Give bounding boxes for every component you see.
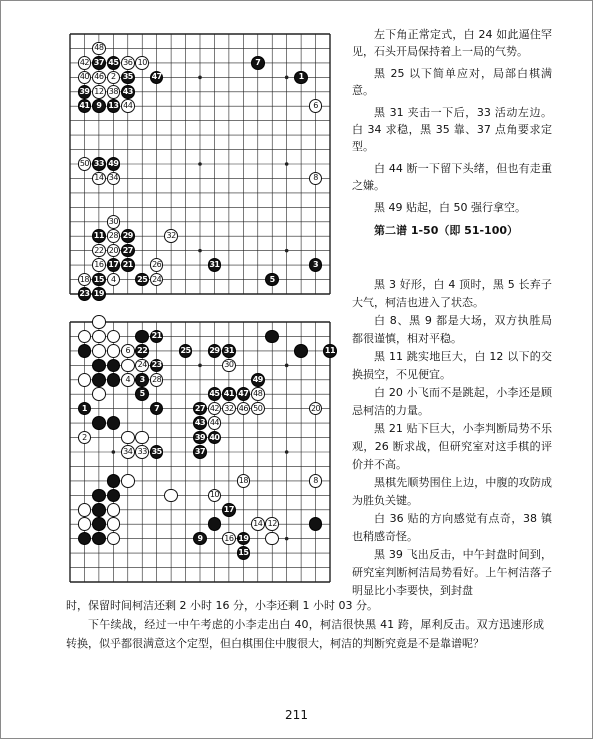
white-stone: 28 [150, 373, 164, 387]
black-stone: 19 [237, 532, 251, 546]
star-point [285, 162, 289, 166]
commentary-paragraph: 黑 25 以下简单应对，局部白棋满意。 [352, 67, 552, 97]
black-stone: 47 [150, 71, 164, 85]
black-stone: 39 [193, 431, 207, 445]
commentary-paragraph: 左下角正常定式，白 24 如此逼住罕见，石头开局保持着上一局的气势。 [352, 28, 552, 58]
white-stone: 2 [107, 71, 121, 85]
white-stone: 44 [208, 416, 222, 430]
black-stone: 37 [92, 56, 106, 70]
star-point [198, 249, 202, 253]
black-stone: 15 [92, 273, 106, 287]
star-point [285, 364, 289, 368]
white-stone: 12 [265, 517, 279, 531]
white-stone [92, 344, 106, 358]
white-stone [78, 503, 92, 517]
black-stone: 27 [121, 244, 135, 258]
black-stone: 31 [208, 258, 222, 272]
commentary-paragraph: 黑 49 贴起，白 50 强行拿空。 [374, 201, 526, 214]
black-stone [107, 373, 121, 387]
white-stone: 22 [92, 244, 106, 258]
black-stone: 22 [135, 344, 149, 358]
white-stone: 48 [92, 42, 106, 56]
black-stone: 9 [193, 532, 207, 546]
black-stone: 7 [150, 402, 164, 416]
commentary-paragraph: 黑 31 夹击一下后，33 活动左边。白 34 求稳，黑 35 靠、37 点角要求定型。 [352, 106, 552, 153]
white-stone: 33 [135, 445, 149, 459]
black-stone: 49 [107, 157, 121, 171]
white-stone: 24 [150, 273, 164, 287]
black-stone [92, 416, 106, 430]
white-stone: 8 [309, 474, 323, 488]
black-stone: 17 [222, 503, 236, 517]
black-stone [265, 330, 279, 344]
black-stone [135, 330, 149, 344]
commentary-paragraph: 黑 3 好形，白 4 顶时，黑 5 长弃子大气，柯洁也进入了状态。 [352, 278, 552, 309]
full-width-text [66, 596, 544, 653]
commentary-paragraph: 黑 39 飞出反击，中午封盘时间到，研究室判断柯洁局势看好。上午柯洁落子明显比小李要快，到封盘 [352, 548, 552, 597]
star-point [285, 537, 289, 541]
black-stone: 9 [92, 99, 106, 113]
white-stone [92, 387, 106, 401]
black-stone: 17 [107, 258, 121, 272]
commentary-paragraph: 白 8、黑 9 都是大场，双方执胜局都很谨慎，相对平稳。 [352, 314, 552, 345]
star-point [112, 450, 116, 454]
black-stone [92, 373, 106, 387]
white-stone [78, 373, 92, 387]
black-stone: 40 [208, 431, 222, 445]
black-stone [107, 474, 121, 488]
black-stone: 23 [150, 359, 164, 373]
black-stone: 33 [92, 157, 106, 171]
body-paragraph: 下午续战，经过一中午考虑的小李走出白 40，柯洁很快黑 41 跨，犀利反击。双方迅速形成转换，似乎都很满意这个定型，但白棋围住中腹很大，柯洁的判断究竟是不是靠谱呢？ [66, 618, 544, 650]
white-stone: 40 [78, 71, 92, 85]
black-stone: 35 [150, 445, 164, 459]
star-point [285, 76, 289, 80]
black-stone: 1 [78, 402, 92, 416]
white-stone: 8 [309, 172, 323, 186]
star-point [198, 76, 202, 80]
white-stone [92, 330, 106, 344]
white-stone: 30 [222, 359, 236, 373]
white-stone: 16 [222, 532, 236, 546]
black-stone [92, 517, 106, 531]
black-stone: 3 [309, 258, 323, 272]
black-stone: 41 [222, 387, 236, 401]
white-stone [121, 474, 135, 488]
black-stone: 49 [251, 373, 265, 387]
white-stone: 20 [309, 402, 323, 416]
black-stone [92, 489, 106, 503]
black-stone: 15 [237, 546, 251, 560]
white-stone: 2 [78, 431, 92, 445]
black-stone: 29 [208, 344, 222, 358]
black-stone: 37 [193, 445, 207, 459]
white-stone: 6 [121, 344, 135, 358]
star-point [198, 364, 202, 368]
white-stone: 46 [237, 402, 251, 416]
black-stone [107, 359, 121, 373]
commentary-paragraph: 白 20 小飞而不是跳起，小李还是顾忌柯洁的力量。 [352, 386, 552, 417]
white-stone: 4 [107, 273, 121, 287]
black-stone: 31 [222, 344, 236, 358]
commentary-column [352, 26, 552, 247]
black-stone: 11 [92, 229, 106, 243]
white-stone: 18 [78, 273, 92, 287]
black-stone: 43 [121, 85, 135, 99]
white-stone [92, 315, 106, 329]
white-stone [121, 431, 135, 445]
black-stone [92, 532, 106, 546]
black-stone [107, 416, 121, 430]
commentary-column-2 [352, 276, 552, 600]
black-stone: 19 [92, 287, 106, 301]
white-stone: 18 [237, 474, 251, 488]
white-stone: 38 [107, 85, 121, 99]
black-stone: 3 [135, 373, 149, 387]
white-stone [107, 344, 121, 358]
commentary-paragraph: 黑 11 跳实地巨大，白 12 以下的交换损空，不见便宜。 [352, 350, 552, 381]
white-stone: 30 [107, 215, 121, 229]
white-stone [164, 489, 178, 503]
white-stone: 36 [121, 56, 135, 70]
star-point [285, 249, 289, 253]
white-stone: 32 [222, 402, 236, 416]
black-stone [294, 344, 308, 358]
white-stone: 46 [92, 71, 106, 85]
commentary-paragraph: 黑 21 贴下巨大，小李判断局势不乐观，26 断求战，但研究室对这手棋的评价并不高。 [352, 422, 552, 471]
white-stone: 16 [92, 258, 106, 272]
white-stone [107, 503, 121, 517]
black-stone: 27 [193, 402, 207, 416]
section-heading: 第二谱 1-50（即 51-100） [374, 224, 519, 237]
white-stone [78, 517, 92, 531]
black-stone: 47 [237, 387, 251, 401]
white-stone: 14 [92, 172, 106, 186]
black-stone: 21 [121, 258, 135, 272]
commentary-paragraph: 黑棋先顺势围住上边，中腹的攻防成为胜负关键。 [352, 476, 552, 507]
white-stone: 42 [78, 56, 92, 70]
black-stone: 45 [208, 387, 222, 401]
white-stone: 26 [150, 258, 164, 272]
black-stone: 43 [193, 416, 207, 430]
page-number: 211 [285, 708, 308, 722]
star-point [285, 450, 289, 454]
white-stone: 42 [208, 402, 222, 416]
black-stone: 11 [323, 344, 337, 358]
black-stone [92, 503, 106, 517]
commentary-paragraph: 白 44 断一下留下头绪，但也有走重之嫌。 [352, 162, 552, 192]
black-stone: 21 [150, 330, 164, 344]
star-point [198, 162, 202, 166]
white-stone [121, 359, 135, 373]
white-stone: 32 [164, 229, 178, 243]
black-stone: 35 [121, 71, 135, 85]
white-stone: 14 [251, 517, 265, 531]
white-stone: 48 [251, 387, 265, 401]
white-stone: 10 [208, 489, 222, 503]
white-stone: 24 [135, 359, 149, 373]
white-stone: 44 [121, 99, 135, 113]
white-stone: 34 [121, 445, 135, 459]
white-stone: 6 [309, 99, 323, 113]
black-stone: 39 [78, 85, 92, 99]
black-stone [208, 517, 222, 531]
white-stone: 20 [107, 244, 121, 258]
continued-line: 时，保留时间柯洁还剩 2 小时 16 分，小李还剩 1 小时 03 分。 [66, 599, 378, 612]
black-stone: 41 [78, 99, 92, 113]
black-stone: 25 [135, 273, 149, 287]
black-stone: 25 [179, 344, 193, 358]
white-stone: 50 [78, 157, 92, 171]
white-stone: 28 [107, 229, 121, 243]
white-stone: 10 [135, 56, 149, 70]
black-stone [78, 344, 92, 358]
black-stone: 23 [78, 287, 92, 301]
black-stone: 5 [265, 273, 279, 287]
white-stone: 4 [121, 373, 135, 387]
commentary-paragraph: 白 36 贴的方向感觉有点奇，38 镇也稍感奇怪。 [352, 512, 552, 543]
white-stone: 34 [107, 172, 121, 186]
black-stone: 1 [294, 71, 308, 85]
black-stone: 7 [251, 56, 265, 70]
black-stone: 5 [135, 387, 149, 401]
black-stone [92, 359, 106, 373]
white-stone: 12 [92, 85, 106, 99]
black-stone: 29 [121, 229, 135, 243]
black-stone: 13 [107, 99, 121, 113]
white-stone: 50 [251, 402, 265, 416]
black-stone: 45 [107, 56, 121, 70]
white-stone [107, 517, 121, 531]
black-stone [107, 489, 121, 503]
